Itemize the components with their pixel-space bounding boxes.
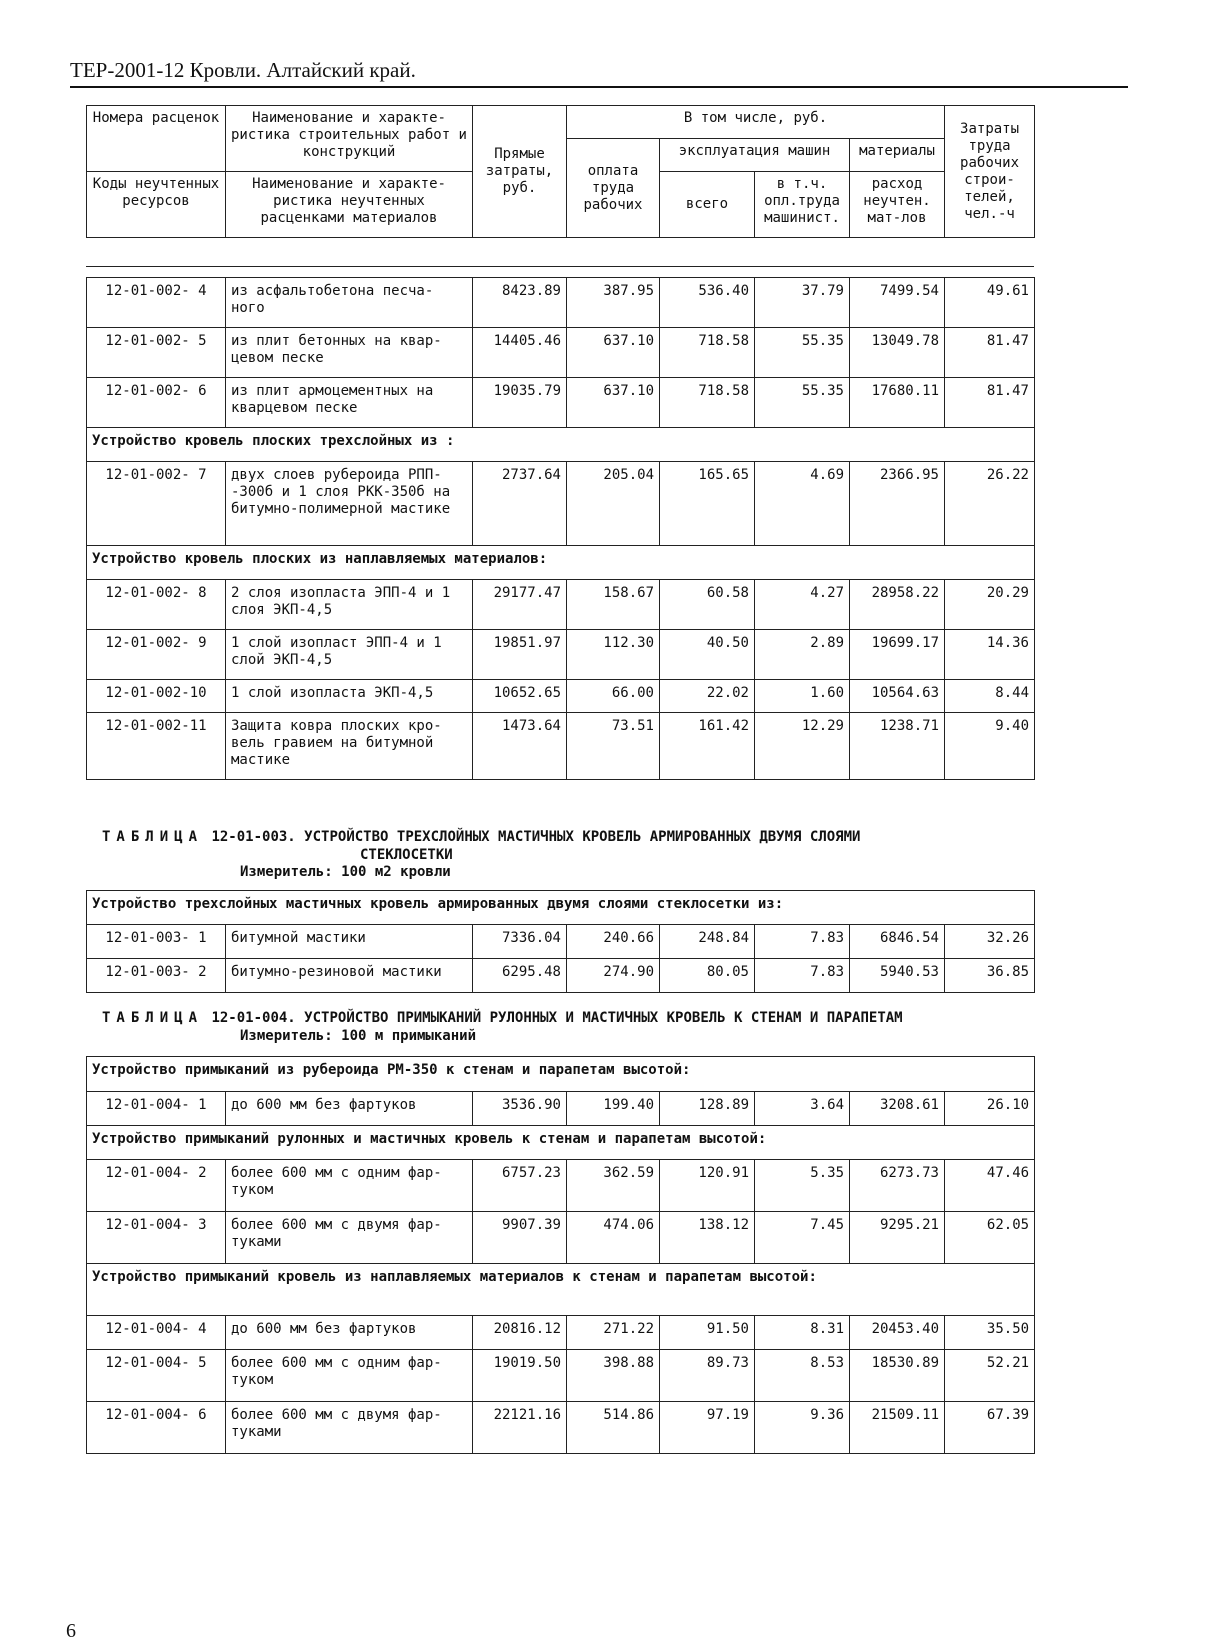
machines-total: 718.58 xyxy=(660,378,755,428)
caption-line-1: 12-01-003. УСТРОЙСТВО ТРЕХСЛОЙНЫХ МАСТИЧНЫХ КРОВЕЛЬ АРМИРОВАННЫХ ДВУМЯ СЛОЯМИ xyxy=(211,829,861,845)
operators-pay: 55.35 xyxy=(755,378,850,428)
work-name: из плит армоцементных на кварцевом песке xyxy=(226,378,473,428)
labor-pay: 274.90 xyxy=(567,959,660,993)
direct-cost: 6757.23 xyxy=(473,1160,567,1212)
machines-total: 165.65 xyxy=(660,462,755,546)
section-heading: Устройство кровель плоских трехслойных из : xyxy=(87,428,1035,462)
materials-cost: 21509.11 xyxy=(850,1402,945,1454)
header-rule xyxy=(70,86,1128,88)
table-row xyxy=(87,1092,1035,1126)
labor-hours: 36.85 xyxy=(945,959,1035,993)
rate-code: 12-01-004- 2 xyxy=(87,1160,226,1212)
rate-code: 12-01-004- 3 xyxy=(87,1212,226,1264)
machines-total: 22.02 xyxy=(660,680,755,713)
machines-total: 80.05 xyxy=(660,959,755,993)
machines-total: 161.42 xyxy=(660,713,755,780)
table-row xyxy=(87,713,1035,780)
table-row xyxy=(87,925,1035,959)
labor-pay: 362.59 xyxy=(567,1160,660,1212)
labor-hours: 81.47 xyxy=(945,328,1035,378)
header-material-names: Наименование и характе- ристика неучтенных расценками материалов xyxy=(226,172,473,238)
direct-cost: 7336.04 xyxy=(473,925,567,959)
labor-hours: 26.10 xyxy=(945,1092,1035,1126)
machines-total: 536.40 xyxy=(660,278,755,328)
direct-cost: 19851.97 xyxy=(473,630,567,680)
labor-hours: 32.26 xyxy=(945,925,1035,959)
header-materials: материалы xyxy=(850,139,945,172)
labor-hours: 9.40 xyxy=(945,713,1035,780)
section-heading: Устройство примыканий кровель из наплавляемых материалов к стенам и парапетам высотой: xyxy=(87,1264,1035,1316)
header-work-name: Наименование и характе- ристика строительных работ и конструкций xyxy=(226,106,473,172)
table-row xyxy=(87,1212,1035,1264)
operators-pay: 5.35 xyxy=(755,1160,850,1212)
labor-hours: 26.22 xyxy=(945,462,1035,546)
table-row xyxy=(87,328,1035,378)
operators-pay: 9.36 xyxy=(755,1402,850,1454)
table-row xyxy=(87,680,1035,713)
work-name: двух слоев рубероида РПП- -300б и 1 слоя РКК-350б на битумно-полимерной мастике xyxy=(226,462,473,546)
table-row xyxy=(87,278,1035,328)
work-name: 1 слой изопласт ЭПП-4 и 1 слой ЭКП-4,5 xyxy=(226,630,473,680)
machines-total: 91.50 xyxy=(660,1316,755,1350)
operators-pay: 7.83 xyxy=(755,925,850,959)
rate-code: 12-01-003- 2 xyxy=(87,959,226,993)
work-name: более 600 мм с двумя фар- туками xyxy=(226,1402,473,1454)
header-incl-operators: в т.ч. опл.труда машинист. xyxy=(755,172,850,238)
machines-total: 60.58 xyxy=(660,580,755,630)
header-direct-costs: Прямые затраты, руб. xyxy=(473,106,567,238)
direct-cost: 6295.48 xyxy=(473,959,567,993)
work-name: более 600 мм с одним фар- туком xyxy=(226,1160,473,1212)
section-heading: Устройство трехслойных мастичных кровель армированных двумя слоями стеклосетки из: xyxy=(87,891,1035,925)
header-including: В том числе, руб. xyxy=(567,106,945,139)
labor-hours: 35.50 xyxy=(945,1316,1035,1350)
work-name: до 600 мм без фартуков xyxy=(226,1316,473,1350)
measure-unit: Измеритель: 100 м примыканий xyxy=(240,1028,477,1044)
labor-pay: 514.86 xyxy=(567,1402,660,1454)
work-name: битумной мастики xyxy=(226,925,473,959)
work-name: из плит бетонных на квар- цевом песке xyxy=(226,328,473,378)
operators-pay: 12.29 xyxy=(755,713,850,780)
section-heading: Устройство примыканий рулонных и мастичных кровель к стенам и парапетам высотой: xyxy=(87,1126,1035,1160)
table-label: ТАБЛИЦА xyxy=(102,1010,204,1026)
labor-pay: 112.30 xyxy=(567,630,660,680)
machines-total: 97.19 xyxy=(660,1402,755,1454)
direct-cost: 1473.64 xyxy=(473,713,567,780)
direct-cost: 19019.50 xyxy=(473,1350,567,1402)
direct-cost: 3536.90 xyxy=(473,1092,567,1126)
labor-hours: 67.39 xyxy=(945,1402,1035,1454)
operators-pay: 8.53 xyxy=(755,1350,850,1402)
work-name: до 600 мм без фартуков xyxy=(226,1092,473,1126)
table-label: ТАБЛИЦА xyxy=(102,829,204,845)
materials-cost: 19699.17 xyxy=(850,630,945,680)
labor-pay: 637.10 xyxy=(567,328,660,378)
operators-pay: 55.35 xyxy=(755,328,850,378)
materials-cost: 1238.71 xyxy=(850,713,945,780)
direct-cost: 8423.89 xyxy=(473,278,567,328)
machines-total: 120.91 xyxy=(660,1160,755,1212)
labor-hours: 20.29 xyxy=(945,580,1035,630)
work-name: из асфальтобетона песча- ного xyxy=(226,278,473,328)
labor-pay: 73.51 xyxy=(567,713,660,780)
table-row xyxy=(87,1402,1035,1454)
labor-hours: 62.05 xyxy=(945,1212,1035,1264)
table-row xyxy=(87,1350,1035,1402)
machines-total: 248.84 xyxy=(660,925,755,959)
operators-pay: 7.83 xyxy=(755,959,850,993)
operators-pay: 37.79 xyxy=(755,278,850,328)
machines-total: 138.12 xyxy=(660,1212,755,1264)
materials-cost: 20453.40 xyxy=(850,1316,945,1350)
work-name: Защита ковра плоских кро- вель гравием на битумной мастике xyxy=(226,713,473,780)
operators-pay: 1.60 xyxy=(755,680,850,713)
labor-hours: 49.61 xyxy=(945,278,1035,328)
labor-pay: 387.95 xyxy=(567,278,660,328)
rate-code: 12-01-002- 8 xyxy=(87,580,226,630)
rate-code: 12-01-002- 5 xyxy=(87,328,226,378)
direct-cost: 20816.12 xyxy=(473,1316,567,1350)
labor-hours: 81.47 xyxy=(945,378,1035,428)
labor-pay: 199.40 xyxy=(567,1092,660,1126)
header-labor-costs: Затраты труда рабочих строи- телей, чел.-ч xyxy=(945,106,1035,238)
table-row xyxy=(87,378,1035,428)
rate-code: 12-01-004- 4 xyxy=(87,1316,226,1350)
table-row xyxy=(87,462,1035,546)
materials-cost: 5940.53 xyxy=(850,959,945,993)
rate-code: 12-01-002- 6 xyxy=(87,378,226,428)
labor-hours: 14.36 xyxy=(945,630,1035,680)
work-name: битумно-резиновой мастики xyxy=(226,959,473,993)
direct-cost: 9907.39 xyxy=(473,1212,567,1264)
direct-cost: 10652.65 xyxy=(473,680,567,713)
rate-code: 12-01-002-11 xyxy=(87,713,226,780)
rate-code: 12-01-004- 6 xyxy=(87,1402,226,1454)
header-machines: эксплуатация машин xyxy=(660,139,850,172)
table-row xyxy=(87,630,1035,680)
labor-pay: 158.67 xyxy=(567,580,660,630)
header-rate-numbers: Номера расценок xyxy=(87,106,226,172)
materials-cost: 2366.95 xyxy=(850,462,945,546)
table-row xyxy=(87,959,1035,993)
direct-cost: 22121.16 xyxy=(473,1402,567,1454)
materials-cost: 6846.54 xyxy=(850,925,945,959)
operators-pay: 2.89 xyxy=(755,630,850,680)
machines-total: 40.50 xyxy=(660,630,755,680)
labor-hours: 52.21 xyxy=(945,1350,1035,1402)
materials-cost: 9295.21 xyxy=(850,1212,945,1264)
table-top-rule xyxy=(86,266,1034,267)
table-caption-003 xyxy=(102,828,860,846)
caption-line-2: СТЕКЛОСЕТКИ xyxy=(360,847,453,863)
column-header-table xyxy=(86,105,1035,238)
work-name: 2 слоя изопласта ЭПП-4 и 1 слоя ЭКП-4,5 xyxy=(226,580,473,630)
header-machines-total: всего xyxy=(660,172,755,238)
rate-code: 12-01-002- 7 xyxy=(87,462,226,546)
labor-pay: 398.88 xyxy=(567,1350,660,1402)
materials-cost: 18530.89 xyxy=(850,1350,945,1402)
materials-cost: 28958.22 xyxy=(850,580,945,630)
direct-cost: 14405.46 xyxy=(473,328,567,378)
machines-total: 89.73 xyxy=(660,1350,755,1402)
table-row xyxy=(87,1316,1035,1350)
work-name: более 600 мм с двумя фар- туками xyxy=(226,1212,473,1264)
rate-code: 12-01-002- 9 xyxy=(87,630,226,680)
materials-cost: 13049.78 xyxy=(850,328,945,378)
labor-hours: 47.46 xyxy=(945,1160,1035,1212)
table-12-01-003 xyxy=(86,890,1035,993)
header-labor-pay: оплата труда рабочих xyxy=(567,139,660,238)
operators-pay: 4.69 xyxy=(755,462,850,546)
materials-cost: 17680.11 xyxy=(850,378,945,428)
work-name: 1 слой изопласта ЭКП-4,5 xyxy=(226,680,473,713)
measure-unit: Измеритель: 100 м2 кровли xyxy=(240,864,451,880)
machines-total: 718.58 xyxy=(660,328,755,378)
table-caption-004 xyxy=(102,1009,903,1027)
labor-pay: 637.10 xyxy=(567,378,660,428)
labor-pay: 474.06 xyxy=(567,1212,660,1264)
rate-code: 12-01-004- 5 xyxy=(87,1350,226,1402)
labor-pay: 240.66 xyxy=(567,925,660,959)
direct-cost: 19035.79 xyxy=(473,378,567,428)
table-row xyxy=(87,1160,1035,1212)
operators-pay: 3.64 xyxy=(755,1092,850,1126)
materials-cost: 7499.54 xyxy=(850,278,945,328)
materials-cost: 3208.61 xyxy=(850,1092,945,1126)
table-12-01-002 xyxy=(86,277,1035,780)
work-name: более 600 мм с одним фар- туком xyxy=(226,1350,473,1402)
table-row xyxy=(87,580,1035,630)
section-heading: Устройство кровель плоских из наплавляемых материалов: xyxy=(87,546,1035,580)
materials-cost: 6273.73 xyxy=(850,1160,945,1212)
direct-cost: 2737.64 xyxy=(473,462,567,546)
labor-pay: 66.00 xyxy=(567,680,660,713)
rate-code: 12-01-004- 1 xyxy=(87,1092,226,1126)
header-resource-codes: Коды неучтенных ресурсов xyxy=(87,172,226,238)
direct-cost: 29177.47 xyxy=(473,580,567,630)
rate-code: 12-01-003- 1 xyxy=(87,925,226,959)
operators-pay: 8.31 xyxy=(755,1316,850,1350)
running-header: ТЕР-2001-12 Кровли. Алтайский край. xyxy=(70,58,416,82)
materials-cost: 10564.63 xyxy=(850,680,945,713)
labor-pay: 271.22 xyxy=(567,1316,660,1350)
rate-code: 12-01-002-10 xyxy=(87,680,226,713)
section-heading: Устройство примыканий из рубероида РМ-350 к стенам и парапетам высотой: xyxy=(87,1057,1035,1092)
header-unaccounted-materials: расход неучтен. мат-лов xyxy=(850,172,945,238)
machines-total: 128.89 xyxy=(660,1092,755,1126)
page-number: 6 xyxy=(66,1620,76,1642)
labor-pay: 205.04 xyxy=(567,462,660,546)
labor-hours: 8.44 xyxy=(945,680,1035,713)
rate-code: 12-01-002- 4 xyxy=(87,278,226,328)
caption-line-1: 12-01-004. УСТРОЙСТВО ПРИМЫКАНИЙ РУЛОННЫХ И МАСТИЧНЫХ КРОВЕЛЬ К СТЕНАМ И ПАРАПЕТАМ xyxy=(211,1010,903,1026)
operators-pay: 7.45 xyxy=(755,1212,850,1264)
operators-pay: 4.27 xyxy=(755,580,850,630)
table-12-01-004 xyxy=(86,1056,1035,1454)
